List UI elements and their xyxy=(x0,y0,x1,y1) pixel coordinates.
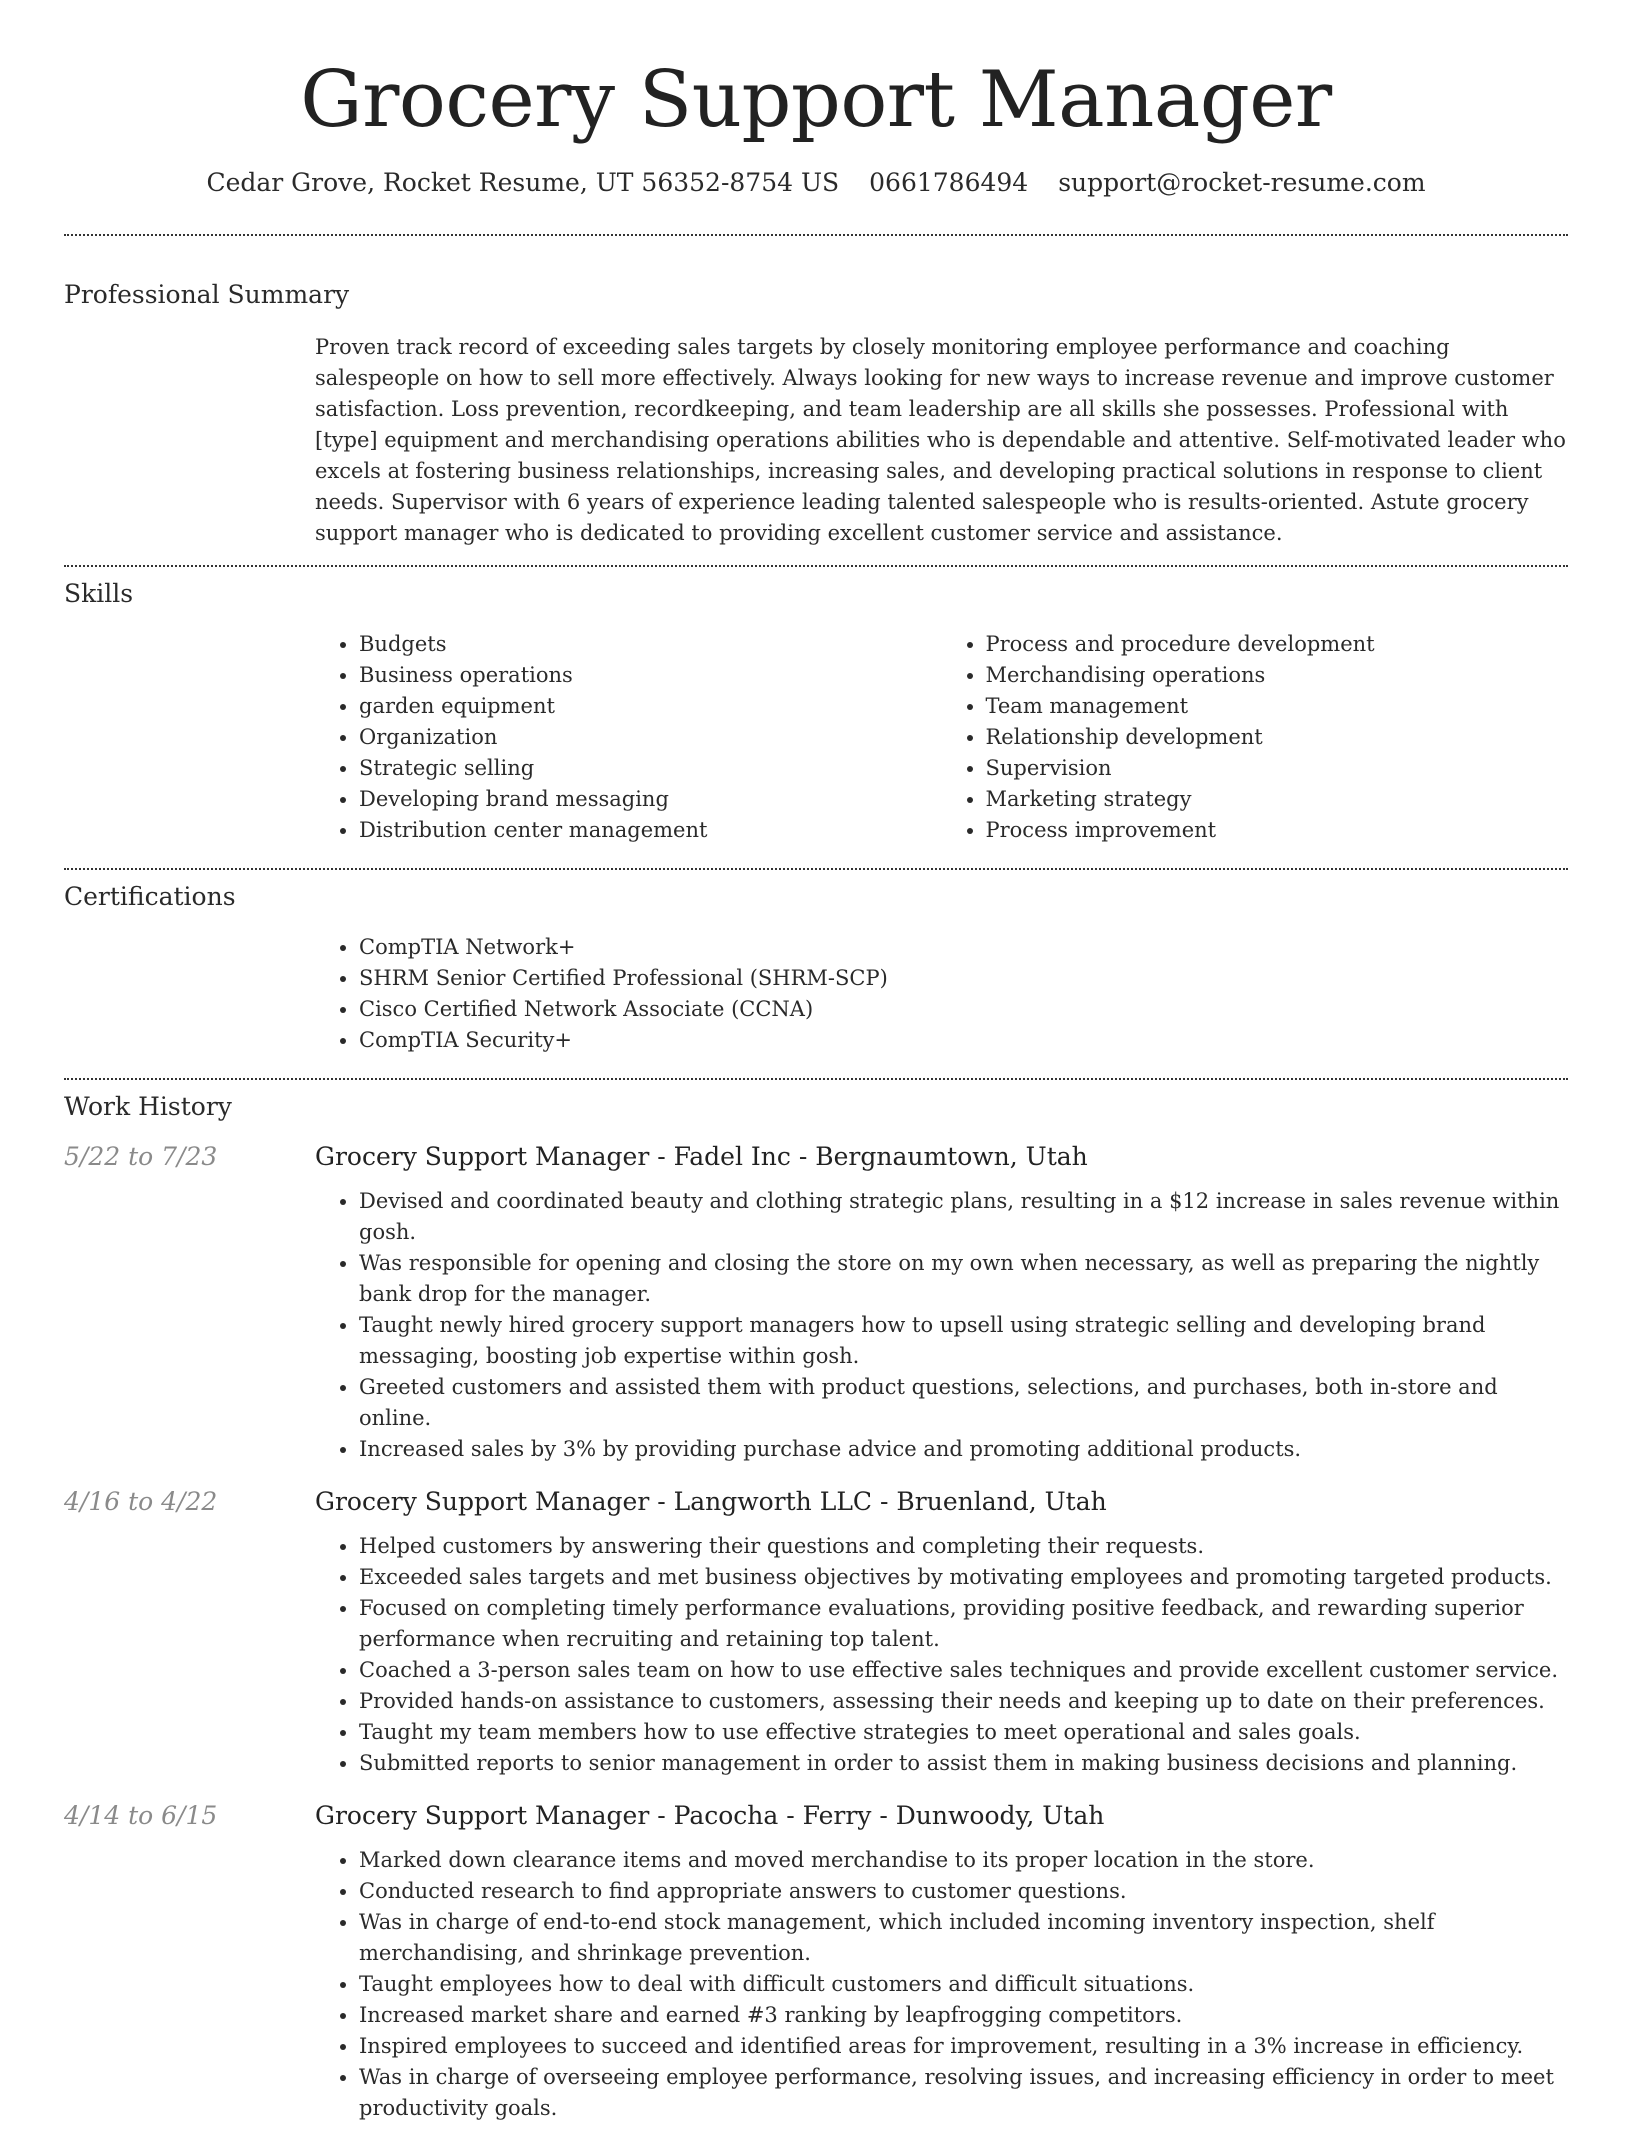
skills-grid xyxy=(315,629,1568,846)
job-bullets xyxy=(315,1845,1568,2124)
certifications-bullets xyxy=(315,932,1568,1056)
candidate-name: Grocery Support Manager xyxy=(300,55,1332,145)
job-title: Grocery Support Manager - Pacocha - Ferry - Dunwoody, Utah xyxy=(315,1801,1105,1830)
job-entry xyxy=(64,1485,1568,1779)
skill-item: • Business operations xyxy=(359,660,942,691)
skill-item: • Distribution center management xyxy=(359,815,942,846)
skills-list-left xyxy=(315,629,942,846)
summary-text: Proven track record of exceeding sales targets by closely monitoring employee performance and coaching salespeople on how to sell more effectively. Always looking for new ways to increase revenue and improve customer satisfaction. Loss prevention, recordkeeping, and team leadership are all skills she possesses. Professional with [type] equipment and merchandising operations abilities who is dependable and attentive. Self-motivated leader who excels at fostering business relationships, increasing sales, and developing practical solutions in response to client needs. Supervisor with 6 years of experience leading talented salespeople who is results-oriented. Astute grocery support manager who is dedicated to providing excellent customer service and assistance. xyxy=(315,335,1566,545)
job-body xyxy=(315,1799,1568,2124)
skill-item: • Strategic selling xyxy=(359,753,942,784)
job-bullet: • Increased sales by 3% by providing purchase advice and promoting additional products. xyxy=(359,1434,1568,1465)
section-title-work-history: Work History xyxy=(64,1092,232,1121)
job-bullet: • Coached a 3-person sales team on how to use effective sales techniques and provide excellent customer service. xyxy=(359,1655,1568,1686)
job-bullet: • Taught employees how to deal with difficult customers and difficult situations. xyxy=(359,1969,1568,2000)
job-bullet: • Devised and coordinated beauty and clothing strategic plans, resulting in a $12 increase in sales revenue within gosh. xyxy=(359,1186,1568,1248)
skill-item: • Team management xyxy=(986,691,1569,722)
skill-item: • Merchandising operations xyxy=(986,660,1569,691)
section-title-summary: Professional Summary xyxy=(64,280,350,309)
skill-item: • garden equipment xyxy=(359,691,942,722)
certification-item: • Cisco Certified Network Associate (CCNA) xyxy=(359,994,1568,1025)
work-jobs xyxy=(64,1140,1568,2124)
job-body xyxy=(315,1485,1568,1779)
job-bullet: • Conducted research to find appropriate answers to customer questions. xyxy=(359,1876,1568,1907)
job-bullets xyxy=(315,1531,1568,1779)
job-bullet: • Exceeded sales targets and met business objectives by motivating employees and promoting targeted products. xyxy=(359,1562,1568,1593)
job-bullet: • Was responsible for opening and closing the store on my own when necessary, as well as preparing the nightly bank drop for the manager. xyxy=(359,1248,1568,1310)
job-title: Grocery Support Manager - Fadel Inc - Bergnaumtown, Utah xyxy=(315,1142,1088,1171)
job-bullet: • Provided hands-on assistance to customers, assessing their needs and keeping up to date on their preferences. xyxy=(359,1686,1568,1717)
section-title-skills: Skills xyxy=(64,579,134,608)
job-bullet: • Taught my team members how to use effective strategies to meet operational and sales goals. xyxy=(359,1717,1568,1748)
professional-summary-section xyxy=(64,236,1568,565)
job-bullet: • Greeted customers and assisted them with product questions, selections, and purchases, both in-store and online. xyxy=(359,1372,1568,1434)
skill-item: • Process improvement xyxy=(986,815,1569,846)
certification-item: • SHRM Senior Certified Professional (SHRM-SCP) xyxy=(359,963,1568,994)
job-bullet: • Helped customers by answering their questions and completing their requests. xyxy=(359,1531,1568,1562)
job-date: 5/22 to 7/23 xyxy=(64,1142,218,1171)
certifications-section xyxy=(64,870,1568,1078)
job-entry xyxy=(64,1799,1568,2124)
job-date: 4/14 to 6/15 xyxy=(64,1801,218,1830)
section-title-certifications: Certifications xyxy=(64,882,236,911)
job-title: Grocery Support Manager - Langworth LLC - Bruenland, Utah xyxy=(315,1487,1107,1516)
contact-line xyxy=(64,166,1568,200)
job-date: 4/16 to 4/22 xyxy=(64,1487,218,1516)
job-bullet: • Taught newly hired grocery support managers how to upsell using strategic selling and developing brand messaging, boosting job expertise within gosh. xyxy=(359,1310,1568,1372)
skills-section xyxy=(64,567,1568,868)
job-bullet: • Focused on completing timely performance evaluations, providing positive feedback, and rewarding superior performance when recruiting and retaining top talent. xyxy=(359,1593,1568,1655)
certification-item: • CompTIA Network+ xyxy=(359,932,1568,963)
job-body xyxy=(315,1140,1568,1465)
job-bullet: • Inspired employees to succeed and identified areas for improvement, resulting in a 3% increase in efficiency. xyxy=(359,2031,1568,2062)
contact-address: Cedar Grove, Rocket Resume, UT 56352-8754 US xyxy=(206,168,840,197)
contact-phone: 0661786494 xyxy=(869,168,1029,197)
job-bullet: • Marked down clearance items and moved merchandise to its proper location in the store. xyxy=(359,1845,1568,1876)
certifications-list xyxy=(315,932,1568,1056)
job-bullets xyxy=(315,1186,1568,1465)
job-bullet: • Increased market share and earned #3 ranking by leapfrogging competitors. xyxy=(359,2000,1568,2031)
skill-item: • Marketing strategy xyxy=(986,784,1569,815)
skill-item: • Relationship development xyxy=(986,722,1569,753)
skills-list-right xyxy=(942,629,1569,846)
skill-item: • Developing brand messaging xyxy=(359,784,942,815)
work-history-section xyxy=(64,1080,1568,2134)
skill-item: • Process and procedure development xyxy=(986,629,1569,660)
skill-item: • Supervision xyxy=(986,753,1569,784)
job-bullet: • Submitted reports to senior management in order to assist them in making business decisions and planning. xyxy=(359,1748,1568,1779)
contact-email: support@rocket-resume.com xyxy=(1058,168,1426,197)
skill-item: • Budgets xyxy=(359,629,942,660)
skill-item: • Organization xyxy=(359,722,942,753)
job-entry xyxy=(64,1140,1568,1465)
certification-item: • CompTIA Security+ xyxy=(359,1025,1568,1056)
job-bullet: • Was in charge of overseeing employee performance, resolving issues, and increasing efficiency in order to meet productivity goals. xyxy=(359,2062,1568,2124)
job-bullet: • Was in charge of end-to-end stock management, which included incoming inventory inspection, shelf merchandising, and shrinkage prevention. xyxy=(359,1907,1568,1969)
